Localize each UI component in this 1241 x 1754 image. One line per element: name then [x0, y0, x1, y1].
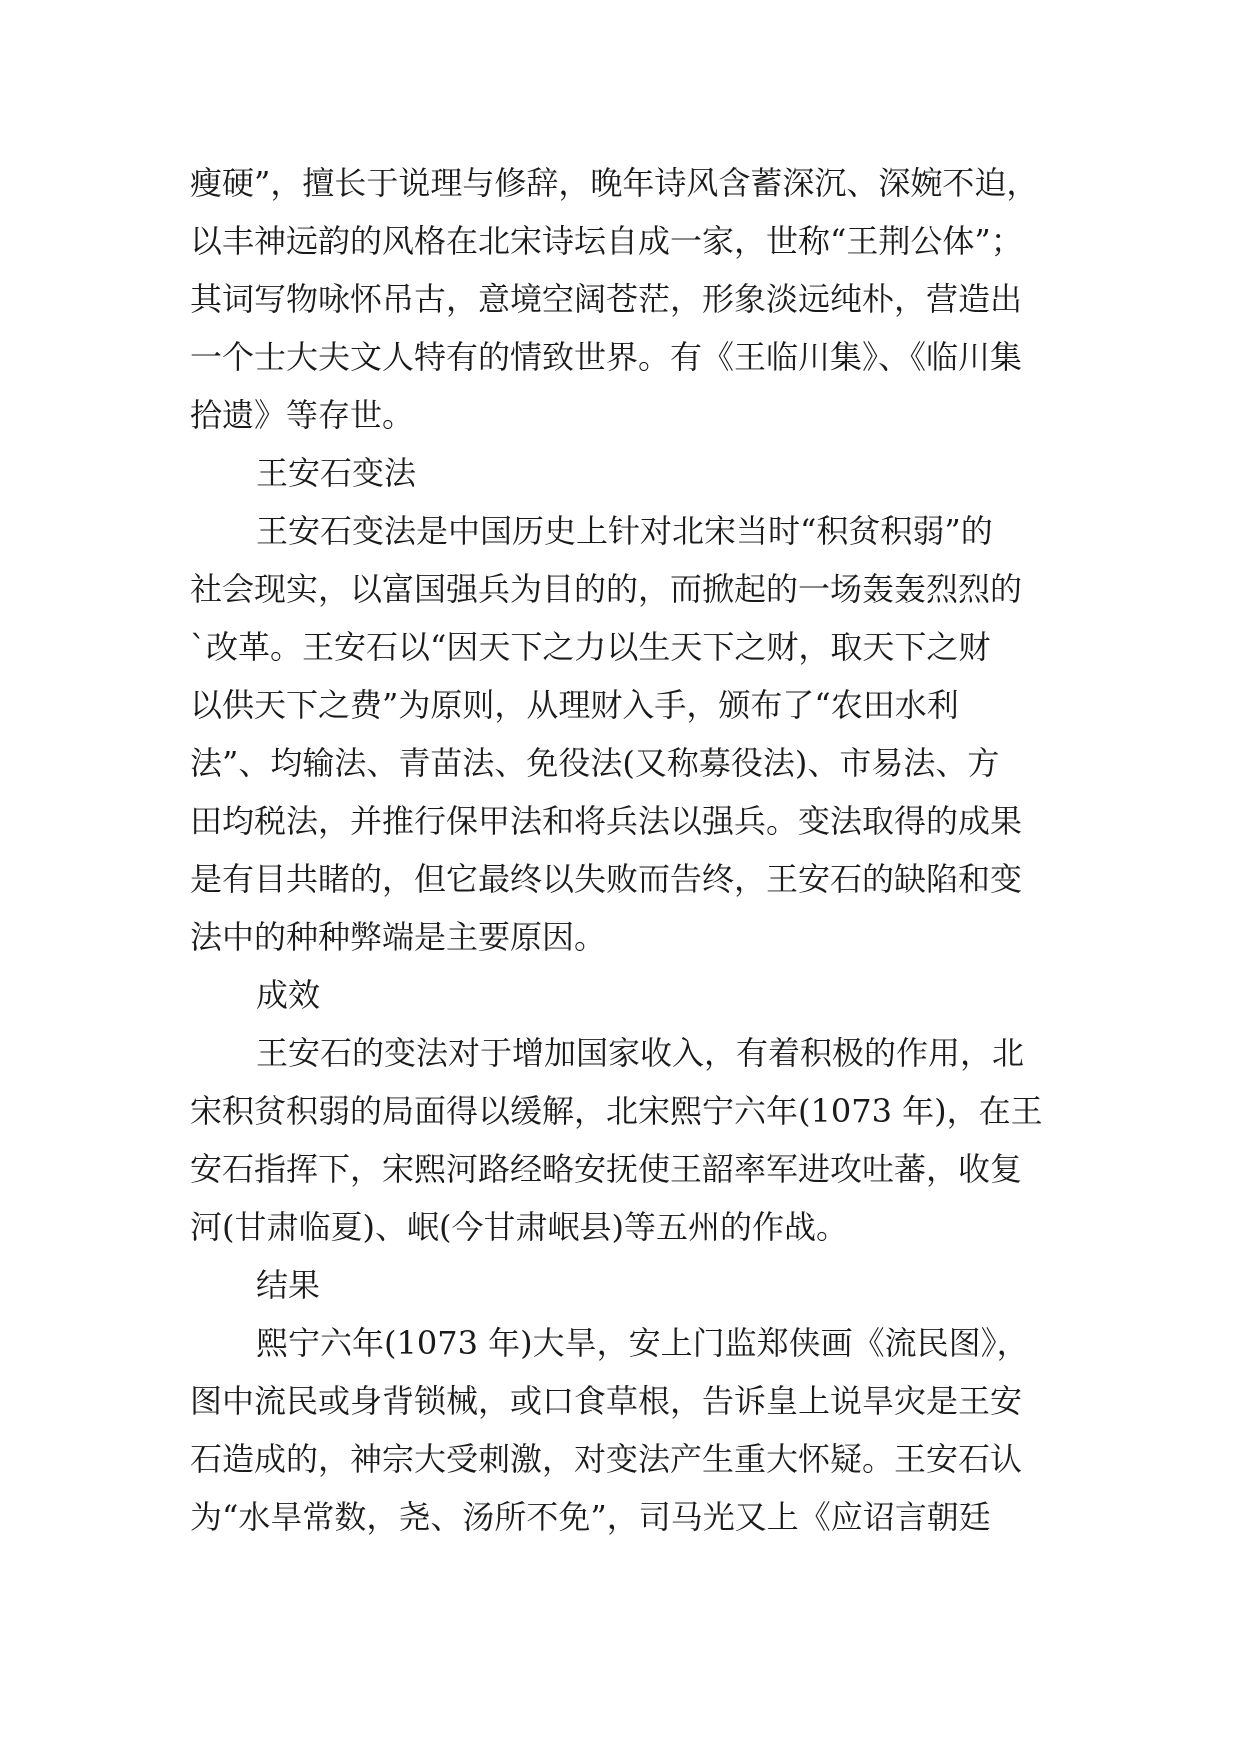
paragraph-line: 河(甘肃临夏)、岷(今甘肃岷县)等五州的作战。 [190, 1208, 848, 1246]
paragraph-line: 是有目共睹的，但它最终以失败而告终，王安石的缺陷和变 [190, 860, 1023, 898]
paragraph-line: 王安石的变法对于增加国家收入，有着积极的作用，北 [256, 1034, 1025, 1072]
paragraph-line: 宋积贫积弱的局面得以缓解，北宋熙宁六年(1073 年)，在王 [190, 1092, 1043, 1130]
paragraph-line: 其词写物咏怀吊古，意境空阔苍茫，形象淡远纯朴，营造出 [190, 280, 1023, 318]
paragraph-line: `改革。王安石以“因天下之力以生天下之财，取天下之财 [190, 628, 991, 666]
section-heading-reform: 王安石变法 [256, 454, 417, 492]
paragraph-line: 为“水旱常数，尧、汤所不免”，司马光又上《应诏言朝廷 [190, 1498, 991, 1536]
paragraph-line: 一个士大夫文人特有的情致世界。有《王临川集》、《临川集 [190, 338, 1023, 376]
document-text [190, 154, 1050, 1546]
paragraph-line: 法中的种种弊端是主要原因。 [190, 918, 607, 956]
paragraph-line: 田均税法，并推行保甲法和将兵法以强兵。变法取得的成果 [190, 802, 1023, 840]
paragraph-line: 以供天下之费”为原则，从理财入手，颁布了“农田水利 [190, 686, 959, 724]
section-heading-result: 结果 [256, 1266, 321, 1304]
paragraph-line: 法”、均输法、青苗法、免役法(又称募役法)、市易法、方 [190, 744, 1000, 782]
paragraph-line: 拾遗》等存世。 [190, 396, 415, 434]
paragraph-line: 安石指挥下，宋熙河路经略安抚使王韶率军进攻吐蕃，收复 [190, 1150, 1023, 1188]
paragraph-line: 王安石变法是中国历史上针对北宋当时“积贫积弱”的 [256, 512, 993, 550]
paragraph-line: 瘦硬”，擅长于说理与修辞，晚年诗风含蓄深沉、深婉不迫， [190, 164, 1039, 202]
section-heading-effect: 成效 [256, 976, 321, 1014]
paragraph-line: 熙宁六年(1073 年)大旱，安上门监郑侠画《流民图》， [256, 1324, 1029, 1362]
paragraph-line: 石造成的，神宗大受刺激，对变法产生重大怀疑。王安石认 [190, 1440, 1023, 1478]
paragraph-line: 图中流民或身背锁械，或口食草根，告诉皇上说旱灾是王安 [190, 1382, 1023, 1420]
paragraph-line: 以丰神远韵的风格在北宋诗坛自成一家，世称“王荆公体”； [190, 222, 1023, 260]
paragraph-line: 社会现实，以富国强兵为目的的，而掀起的一场轰轰烈烈的 [190, 570, 1023, 608]
